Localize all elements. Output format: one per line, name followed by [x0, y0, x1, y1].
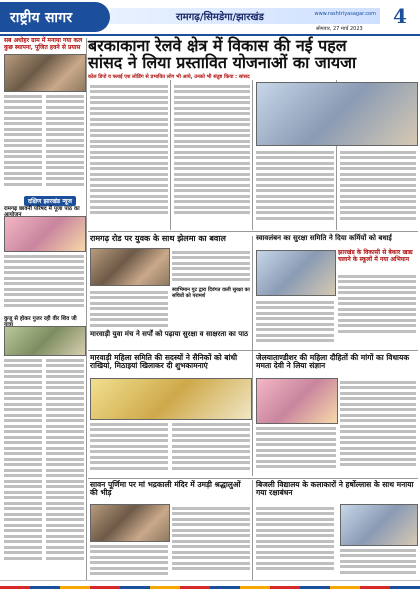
article-text: [338, 272, 416, 342]
issue-date: सोमवार, 27 मार्च 2023: [316, 26, 363, 32]
footer-stripe: [0, 586, 420, 589]
section-rule: [88, 231, 418, 232]
article-text: [4, 252, 84, 312]
right-mid-headline: स्वावलंबन का सुरक्षा समिति ने दिया कर्मियों को बधाई: [256, 233, 392, 242]
right-mid-headline-2: झारखंड के विकासी से बेकार खाद्य चलाने के स्कूलों में नया अभियान: [338, 249, 413, 263]
left-mid-headline: रामगढ़ छावनी परिषद में पूजा पाठ का: [4, 206, 80, 212]
website-label: www.rashtriyasagar.com: [314, 11, 376, 17]
article-text: [174, 82, 250, 228]
news-photo: [4, 216, 86, 252]
column-divider: [252, 480, 253, 580]
bottom-right-headline: बिजली विद्यालय के कलाकारों ने हर्षोल्लास के साथ मनाया गया रक्षाबंधन: [256, 480, 414, 498]
news-photo: [4, 54, 86, 92]
news-photo: [256, 378, 338, 424]
news-photo: [90, 504, 170, 542]
article-text: [46, 92, 84, 192]
center-right-headline: स्वाभिमान गुट द्वारा दिवंगत वाली सुरक्षा का सचिवों को परामर्श: [172, 287, 250, 299]
article-text: [256, 148, 334, 228]
article-text: [46, 356, 84, 576]
masthead: [0, 0, 420, 36]
article-text: [4, 356, 42, 576]
article-text: [90, 288, 168, 328]
region-label: रामगढ़/सिमडेगा/झारखंड: [176, 12, 264, 23]
main-news-photo: [256, 82, 418, 146]
article-text: [90, 82, 168, 228]
main-headline-1: बरकाकाना रेलवे क्षेत्र में विकास की नई पहल: [88, 36, 347, 55]
center-mid-headline: रामगढ़ रोड पर युवक के साथ झेलमा का बवाल: [90, 233, 226, 243]
column-divider: [252, 236, 253, 476]
news-photo: [4, 326, 86, 356]
brand-block: [0, 2, 110, 32]
center-mid-headline-2: मारवाड़ी युवा मंच ने सर्पों को पढ़ाया सुरक्षा व साक्षरता का पाठ: [90, 329, 249, 338]
article-text: [256, 504, 334, 576]
main-subheadline: कोल डिपो व फ्लाई एश लोडिंग से प्रभावित लोग भी आये, उनको भी संतुष्ट किया : सांसद: [88, 74, 250, 80]
article-text: [172, 420, 250, 476]
article-text: [172, 248, 250, 284]
column-divider: [252, 80, 253, 230]
news-photo: [90, 248, 170, 286]
article-text: [340, 378, 416, 476]
page-number: 4: [393, 4, 407, 28]
newspaper-brand: राष्ट्रीय सागर: [10, 10, 73, 26]
main-headline-2: सांसद ने लिया प्रस्तावित योजनाओं का जायजा: [88, 53, 357, 72]
news-photo: [340, 504, 418, 546]
lower-center-headline: मारवाड़ी महिला समिति की सदस्यों ने सैनिकों को बांधी राखियां, मिठाइयां खिलाकर दी शुभकामनाएं: [90, 353, 238, 371]
article-text: [340, 148, 416, 228]
article-text: [256, 424, 336, 476]
section-rule: [88, 478, 418, 479]
region-band: [110, 8, 380, 24]
article-text: [90, 420, 168, 476]
news-photo: [256, 250, 336, 296]
left-low-headline: कुजू से होकर गुजर रही वीर शिव जी: [4, 316, 77, 322]
column-divider: [86, 38, 87, 580]
article-text: [256, 298, 334, 348]
news-photo: [90, 378, 252, 420]
article-text: [172, 504, 250, 576]
page-footer: [0, 580, 420, 595]
column-divider: [170, 80, 171, 230]
lower-right-headline: जेलयाताण्डीशर की महिला दौहितों की मांगों का विधायक ममता देवी ने लिया संज्ञान: [256, 353, 410, 371]
article-text: [340, 546, 416, 576]
article-text: [90, 542, 168, 576]
section-rule: [88, 350, 418, 351]
bottom-center-headline: सावन पूर्णिमा पर मां भद्रकाली मंदिर में उमड़ी श्रद्धालुओं की भीड़: [90, 480, 241, 498]
left-top-headline: सब अधोहर ग्राम में मनाया गया कल कुछ स्थापना, पूजित हवने से प्रयास: [4, 37, 83, 51]
section-tag: दक्षिण झारखंड न्यूज: [24, 196, 76, 206]
article-text: [4, 92, 42, 192]
